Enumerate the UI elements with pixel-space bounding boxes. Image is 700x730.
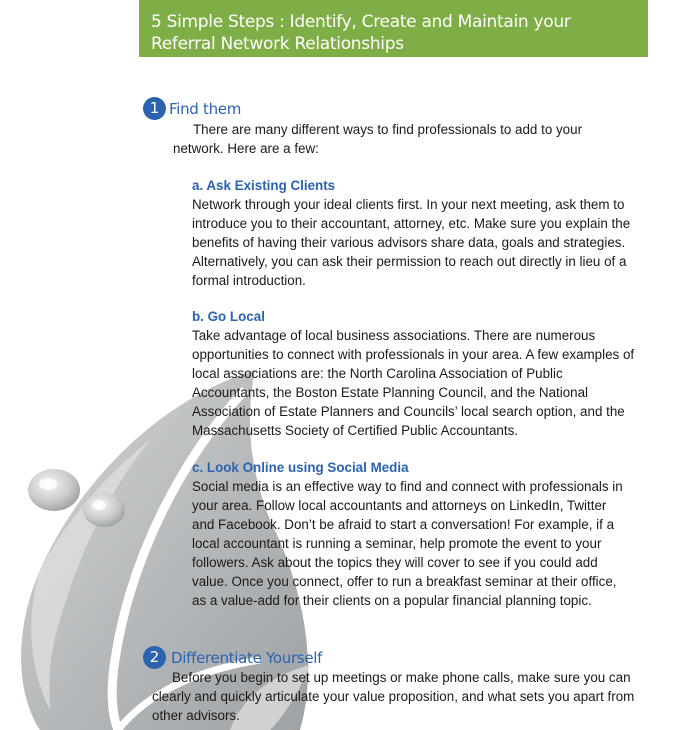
subsection-body: Take advantage of local business associations. There are numerous opportunities to connect with professionals in your area. A few examples of local associations are: the North Carolina Association of Public Accountants, the Boston Estate Planning Council, and the National Association of Estate Planners and Councils’ local search option, and the Massachusetts Society of Certified Public Accountants. [192,328,635,438]
step-intro: There are many different ways to find professionals to add to your network. Here are a few: [173,122,583,156]
step-intro: Before you begin to set up meetings or make phone calls, make sure you can clearly and quickly articulate your value proposition, and what sets you apart from other advisors. [152,670,635,723]
step-number-badge: 2 [143,646,166,669]
subsection-body: Network through your ideal clients first. In your next meeting, ask them to introduce you to their accountant, attorney, etc. Make sure you explain the benefits of having their various advisors share data, goals and strategies. Alternatively, you can ask their permission to reach out directly in lieu of a formal introduction. [192,197,631,288]
page-title: 5 Simple Steps : Identify, Create and Maintain your Referral Network Relationships [151,12,571,54]
subsection-heading: a. Ask Existing Clients [192,178,336,193]
step-number-badge: 1 [143,97,166,120]
subsection-heading: c. Look Online using Social Media [192,460,409,475]
step-title: Find them [169,100,242,118]
subsection-body: Social media is an effective way to find and connect with professionals in your area. Follow local accountants and attorneys on LinkedIn, Twitter and Facebook. Don’t be afraid to start a conversation! For example, if a local accountant is running a seminar, help promote the event to your followers. Ask about the topics they will cover to see if you could add value. Once you connect, offer to run a breakfast seminar at their office, as a value-add for their clients on a popular financial planning topic. [192,479,623,608]
step-title: Differentiate Yourself [171,649,323,667]
subsection-heading: b. Go Local [192,309,265,324]
